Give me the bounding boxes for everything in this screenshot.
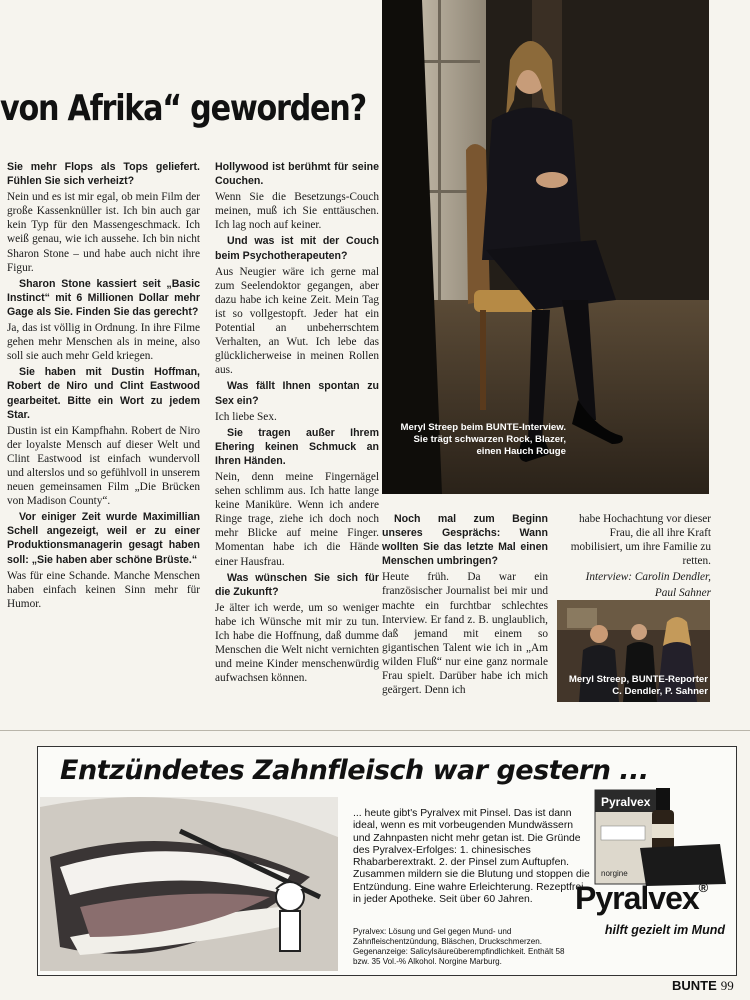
- question: Was fällt Ihnen spontan zu Sex ein?: [215, 380, 379, 407]
- question: Noch mal zum Beginn unseres Gesprächs: Wann wollten Sie das letzte Mal einen Menschen umbringen?: [382, 513, 548, 568]
- page-number: 99: [720, 978, 734, 993]
- ad-fine-print: Pyralvex: Lösung und Gel gegen Mund- und Zahnfleischentzündung, Bläschen, Druckschmerzen. Gegenanzeige: Salicylsäureüberempfindlichkeit. Enthält 58 bzw. 35 Vol.-% Alkohol. Norgine Marburg.: [353, 927, 565, 966]
- answer: Dustin ist ein Kampfhahn. Robert de Niro der loyalste Mensch auf dieser Welt und Clint Eastwood ist einfach wundervoll und alterslos und so gefühlvoll in unserem neuen gemeinsamen Film „Die Brücken von Madison County“.: [7, 424, 200, 508]
- interview-credit: Interview: Carolin Dendler,: [585, 571, 711, 584]
- article-headline: von Afrika“ geworden?: [0, 88, 366, 129]
- photo-caption: Meryl Streep beim BUNTE-Interview. Sie trägt schwarzen Rock, Blazer, einen Hauch Rouge: [400, 422, 566, 457]
- registered-mark: ®: [698, 880, 708, 895]
- brand-name: Pyralvex: [575, 880, 699, 916]
- ad-body-text: ... heute gibt's Pyralvex mit Pinsel. Das ist dann ideal, wenn es mit vorbeugenden Mundwässern und Zahnpasten nicht mehr getan ist. Die Gründe des Pyralvex-Erfolges: 1. chinesisches Rhabarberextrakt. 2. der Pinsel zum Auftupfen. Zusammen mildern sie die Blutung und stoppen die Entzündung. Eine wahre Erleichterung. Rezeptfrei in jeder Apotheke. Seit über 60 Jahren.: [353, 808, 590, 906]
- brand-logo: [575, 880, 727, 917]
- answer: Was für eine Schande. Manche Menschen haben einfach keinen Sinn mehr für Humor.: [7, 569, 200, 610]
- answer: Ich liebe Sex.: [215, 410, 277, 423]
- photo-caption: Meryl Streep, BUNTE-Reporter C. Dendler, P. Sahner: [568, 674, 708, 697]
- portrait-photo: [382, 0, 709, 494]
- question: Was wünschen Sie sich für die Zukunft?: [215, 571, 379, 598]
- question: Hollywood ist berühmt für seine Couchen.: [215, 161, 379, 188]
- article-column-1: [7, 160, 200, 613]
- answer: Aus Neugier wäre ich gerne mal zum Seelendoktor gegangen, aber dazu habe ich keine Zeit. Mein Tag ist so vollgestopft. Jeder hat ein Potential an unbeherrschtem Verhalten, an Wut. Ich lebe das glücklicherweise in meinen Rollen aus.: [215, 265, 379, 377]
- question: Sie haben mit Dustin Hoffman, Robert de Niro und Clint Eastwood gearbeitet. Bitte ein Wort zu jedem Star.: [7, 366, 200, 421]
- question: Und was ist mit der Couch beim Psychotherapeuten?: [215, 235, 379, 262]
- mouth-illustration: [40, 797, 338, 971]
- article-column-3: [382, 512, 548, 699]
- answer: Je älter ich werde, um so weniger habe ich Wünsche mit mir zu tun. Ich habe die Hoffnung, daß dumme Menschen die Welt nicht vernichten und meine Kinder menschenwürdig aufwachsen können.: [215, 601, 379, 685]
- question: Sharon Stone kassiert seit „Basic Instinct“ mit 6 Millionen Dollar mehr Gage als Sie. Finden Sie das gerecht?: [7, 277, 200, 318]
- answer: Heute früh. Da war ein französischer Journalist bei mir und machte ein furchtbar schlechtes Interview. Er fand z. B. unglaublich, daß jemand mit einem so gigantischen Talent wie ich in „Am wilden Fluß“ nur eine ganz normale Frau spielt. Darüber habe ich mich geärgert. Denn ich: [382, 571, 548, 697]
- question: Vor einiger Zeit wurde Maximillian Schell angezeigt, weil er zu einer Produktionsmanagerin gesagt haben soll: „Sie haben aber schöne Brüste.“: [7, 511, 200, 566]
- question: Sie mehr Flops als Tops geliefert. Fühlen Sie sich verheizt?: [7, 161, 200, 188]
- ad-headline: Entzündetes Zahnfleisch war gestern ...: [60, 755, 649, 786]
- ad-slogan: hilft gezielt im Mund: [604, 923, 725, 937]
- article-column-4: [557, 512, 711, 603]
- answer: habe Hochachtung vor dieser Frau, die all ihre Kraft mobilisiert, um ihre Familie zu retten.: [570, 513, 711, 568]
- divider: [0, 730, 750, 731]
- magazine-name: BUNTE: [672, 978, 717, 993]
- pack-maker-text: norgine: [601, 869, 628, 878]
- question: Sie tragen außer Ihrem Ehering keinen Schmuck an Ihren Händen.: [215, 426, 379, 467]
- answer: Nein und es ist mir egal, ob mein Film der große Kassenknüller ist. Ich bin auch gar kein Typ für den Massengeschmack. Ich weiß genau, wie ich aussehe. Ich bin nicht Sharon Stone – und habe auch nicht ihre Figur.: [7, 191, 200, 274]
- answer: Wenn Sie die Besetzungs-Couch meinen, muß ich Sie enttäuschen. Ich lag noch auf keiner.: [215, 191, 379, 232]
- pack-brand-text: Pyralvex: [601, 795, 651, 809]
- answer: Ja, das ist völlig in Ordnung. In ihre Filme gehen mehr Menschen als in meine, also soll sie auch mehr Geld kriegen.: [7, 322, 200, 363]
- page-footer: [672, 978, 734, 994]
- interview-credit: Paul Sahner: [654, 587, 711, 600]
- article-column-2: [215, 160, 379, 687]
- product-bottle: [640, 788, 730, 888]
- answer: Nein, denn meine Fingernägel sehen schlimm aus. Ich hatte lange keine Maniküre. Wenn ich andere Ringe trage, ziehe ich doch noch mehr Blicke auf meine Finger. Momentan habe ich die Hände einer Hausfrau.: [215, 470, 379, 568]
